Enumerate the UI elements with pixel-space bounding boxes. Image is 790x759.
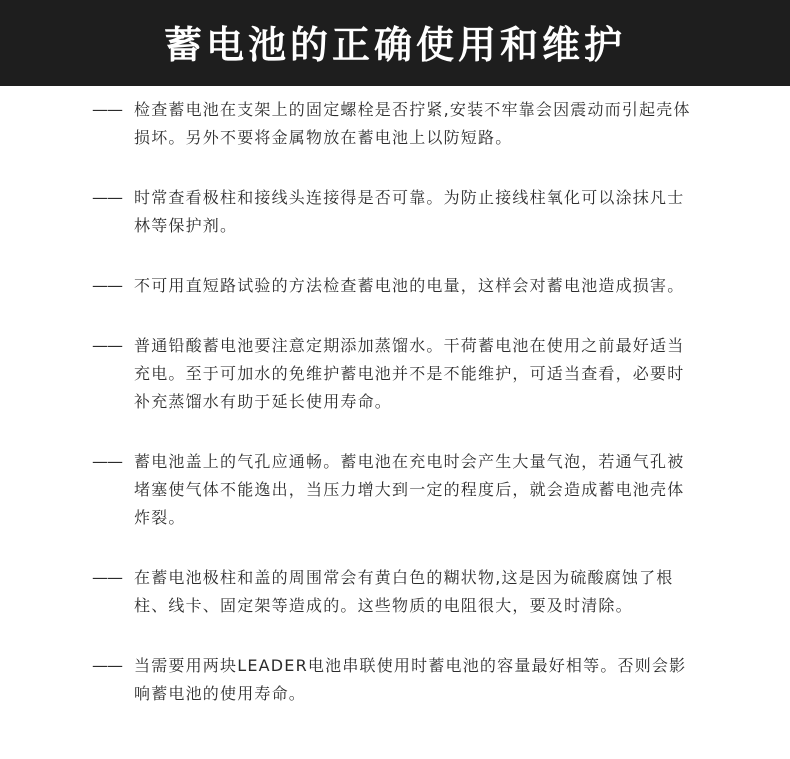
tip-dash: ——	[92, 568, 122, 587]
maintenance-tips-list	[92, 96, 692, 708]
tip-text: 在蓄电池极柱和盖的周围常会有黄白色的糊状物,这是因为硫酸腐蚀了根柱、线卡、固定架等造成的。这些物质的电阻很大，要及时清除。	[134, 568, 674, 615]
tip-text: 普通铅酸蓄电池要注意定期添加蒸馏水。干荷蓄电池在使用之前最好适当充电。至于可加水的免维护蓄电池并不是不能维护，可适当查看，必要时补充蒸馏水有助于延长使用寿命。	[134, 336, 685, 411]
tip-text: 当需要用两块LEADER电池串联使用时蓄电池的容量最好相等。否则会影响蓄电池的使用寿命。	[134, 656, 687, 703]
tip-item	[92, 448, 692, 532]
tip-item	[92, 96, 692, 152]
tip-dash: ——	[92, 336, 122, 355]
page-title: 蓄电池的正确使用和维护	[163, 22, 626, 67]
tip-item	[92, 652, 692, 708]
tip-item	[92, 332, 692, 416]
tip-dash: ——	[92, 452, 122, 471]
tip-item	[92, 564, 692, 620]
tip-text: 时常查看极柱和接线头连接得是否可靠。为防止接线柱氧化可以涂抹凡士林等保护剂。	[134, 188, 685, 235]
tip-text: 蓄电池盖上的气孔应通畅。蓄电池在充电时会产生大量气泡，若通气孔被堵塞使气体不能逸出，当压力增大到一定的程度后，就会造成蓄电池壳体炸裂。	[134, 452, 685, 527]
tip-item	[92, 272, 692, 300]
tip-dash: ——	[92, 656, 122, 675]
header-bar	[0, 0, 790, 86]
tip-dash: ——	[92, 276, 122, 295]
tip-text: 不可用直短路试验的方法检查蓄电池的电量，这样会对蓄电池造成损害。	[134, 276, 685, 295]
tip-dash: ——	[92, 100, 122, 119]
tip-dash: ——	[92, 188, 122, 207]
tip-text: 检查蓄电池在支架上的固定螺栓是否拧紧,安装不牢靠会因震动而引起壳体损坏。另外不要将金属物放在蓄电池上以防短路。	[134, 100, 691, 147]
tip-item	[92, 184, 692, 240]
